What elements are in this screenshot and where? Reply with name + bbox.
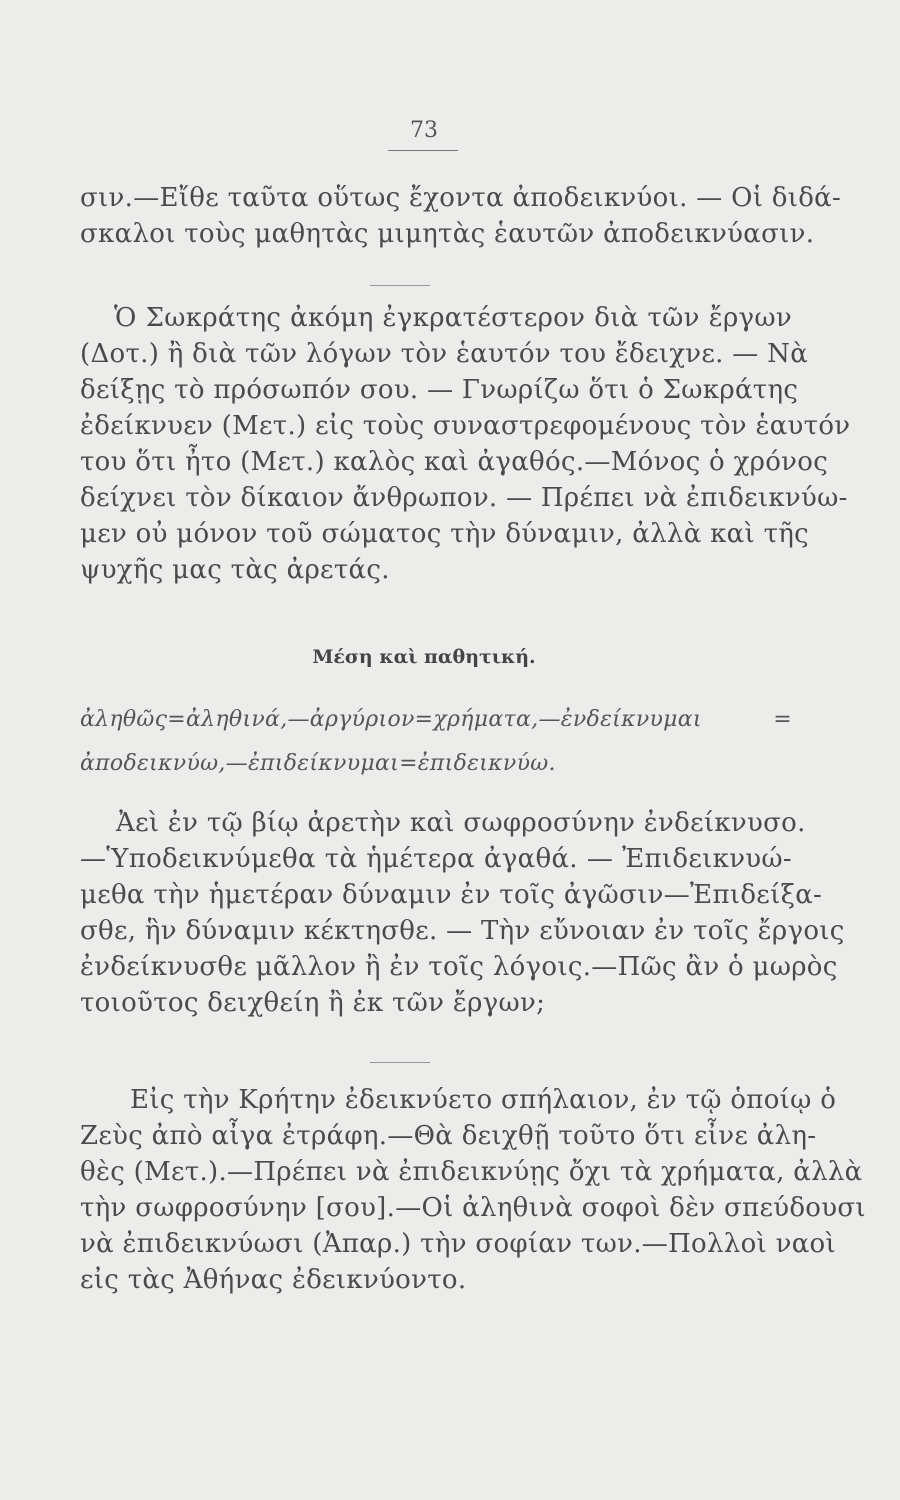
text-line: ψυχῆς μας τὰς ἀρετάς. — [80, 555, 390, 585]
section-separator — [370, 285, 430, 286]
text-line: Ἀεὶ ἐν τῷ βίῳ ἀρετὴν καὶ σωφροσύνην ἐνδείκνυσο. — [116, 808, 806, 838]
text-line: δείχνει τὸν δίκαιον ἄνθρωπον. — Πρέπει νὰ ἐπιδεικνύω- — [80, 483, 848, 513]
text-line: μεν οὐ μόνον τοῦ σώματος τὴν δύναμιν, ἀλλὰ καὶ τῆς — [80, 519, 810, 549]
text-line: του ὅτι ἦτο (Μετ.) καλὸς καὶ ἀγαθός.—Μόνος ὁ χρόνος — [80, 447, 829, 477]
text-line: (Δοτ.) ἢ διὰ τῶν λόγων τὸν ἑαυτόν του ἔδειχνε. — Νὰ — [80, 339, 809, 369]
paragraph-1 — [80, 300, 851, 588]
paragraph-2 — [80, 805, 845, 1021]
vocabulary-line: ἀποδεικνύω,—ἐπιδείκνυμαι=ἐπιδεικνύω. — [80, 751, 556, 776]
vocabulary-line: ἀληθῶς=ἀληθινά,—ἀργύριον=χρήματα,—ἐνδείκνυμαι = — [80, 707, 792, 732]
text-line: —Ὑποδεικνύμεθα τὰ ἡμέτερα ἀγαθά. — Ἐπιδεικνυώ- — [80, 844, 792, 874]
page-number: 73 — [410, 118, 438, 143]
text-line: θὲς (Μετ.).—Πρέπει νὰ ἐπιδεικνύῃς ὄχι τὰ χρήματα, ἀλλὰ — [80, 1157, 863, 1187]
text-line: νὰ ἐπιδεικνύωσι (Ἀπαρ.) τὴν σοφίαν των.—Πολλοὶ ναοὶ — [80, 1229, 836, 1259]
section-heading: Μέση καὶ παθητική. — [312, 646, 536, 668]
text-line: Ζεὺς ἀπὸ αἶγα ἐτράφη.—Θὰ δειχθῇ τοῦτο ὅτι εἶνε ἀλη- — [80, 1121, 817, 1151]
text-line: σκαλοι τοὺς μαθητὰς μιμητὰς ἑαυτῶν ἀποδεικνύασιν. — [80, 219, 815, 249]
text-line: Ὁ Σωκράτης ἀκόμη ἐγκρατέστερον διὰ τῶν ἔργων — [114, 303, 792, 333]
text-line: ἐδείκνυεν (Μετ.) εἰς τοὺς συναστρεφομένους τὸν ἑαυτόν — [80, 411, 851, 441]
continuation-text — [80, 180, 842, 252]
text-line: σιν.—Εἴθε ταῦτα οὕτως ἔχοντα ἀποδεικνύοι. — Οἱ διδά- — [80, 183, 842, 213]
text-line: τὴν σωφροσύνην [σου].—Οἱ ἀληθινὰ σοφοὶ δὲν σπεύδουσι — [80, 1193, 866, 1223]
text-line: ἐνδείκνυσθε μᾶλλον ἢ ἐν τοῖς λόγοις.—Πῶς ἂν ὁ μωρὸς — [80, 952, 838, 982]
text-line: δείξῃς τὸ πρόσωπόν σου. — Γνωρίζω ὅτι ὁ Σωκράτης — [80, 375, 799, 405]
text-line: τοιοῦτος δειχθείη ἢ ἐκ τῶν ἔργων; — [80, 988, 546, 1018]
text-line: μεθα τὴν ἡμετέραν δύναμιν ἐν τοῖς ἀγῶσιν—Ἐπιδείξα- — [80, 880, 823, 910]
vocabulary-list — [80, 698, 792, 786]
paragraph-3 — [80, 1082, 866, 1298]
page-number-rule — [388, 150, 458, 151]
text-line: εἰς τὰς Ἀθήνας ἐδεικνύοντο. — [80, 1265, 467, 1295]
section-separator — [370, 1062, 430, 1063]
text-line: Εἰς τὴν Κρήτην ἐδεικνύετο σπήλαιον, ἐν τῷ ὁποίῳ ὁ — [130, 1085, 837, 1115]
text-line: σθε, ἣν δύναμιν κέκτησθε. — Τὴν εὔνοιαν ἐν τοῖς ἔργοις — [80, 916, 845, 946]
